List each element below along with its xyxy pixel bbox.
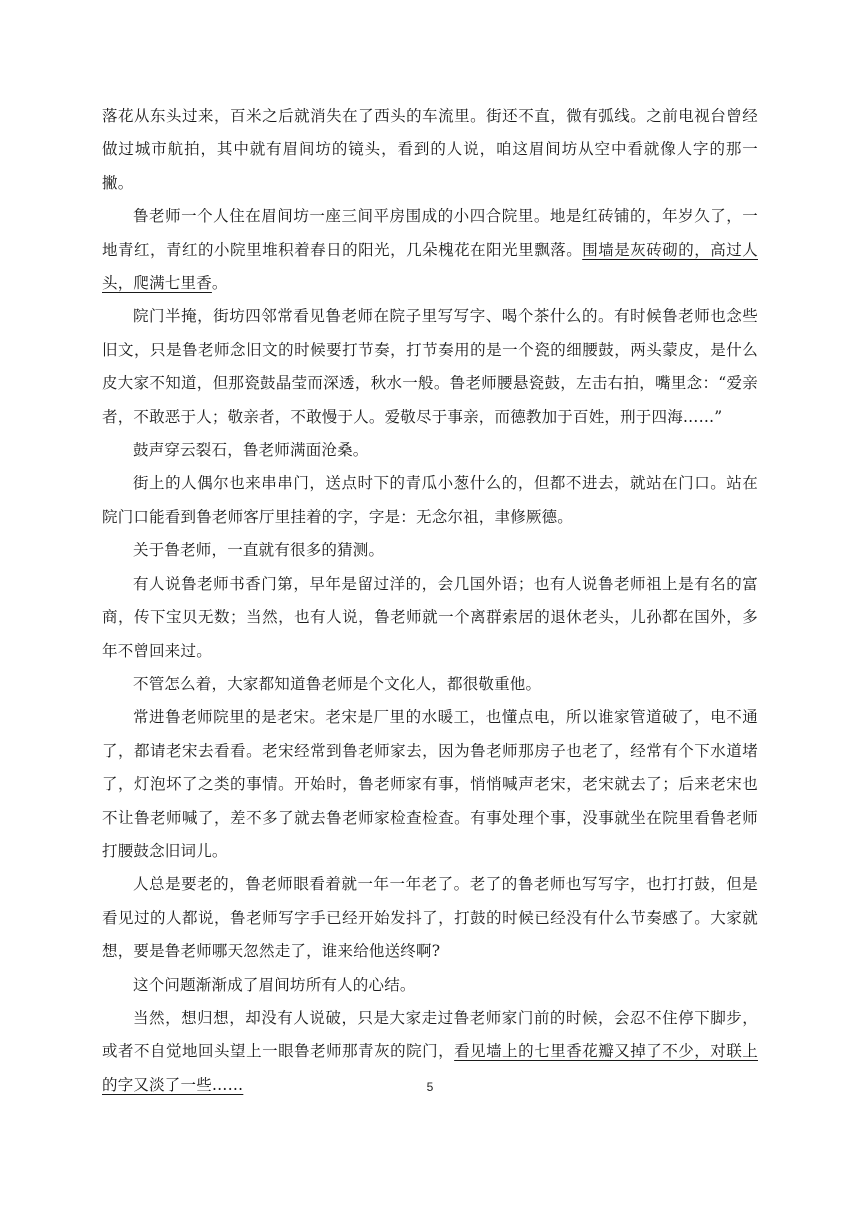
paragraph bbox=[102, 534, 758, 567]
paragraph-text: 常进鲁老师院里的是老宋。老宋是厂里的水暖工，也懂点电，所以谁家管道破了，电不通了，都请老宋去看看。老宋经常到鲁老师家去，因为鲁老师那房子也老了，经常有个下水道堵了，灯泡坏了之类的事情。开始时，鲁老师家有事，悄悄喊声老宋，老宋就去了；后来老宋也不让鲁老师喊了，差不多了就去鲁老师家检查检查。有事处理个事，没事就坐在院里看鲁老师打腰鼓念旧词儿。 bbox=[102, 708, 758, 860]
paragraph-text: 鲁老师一个人住在眉间坊一座三间平房围成的小四合院里。地是红砖铺的，年岁久了，一地青红，青红的小院里堆积着春日的阳光，几朵槐花在阳光里飘落。 bbox=[102, 207, 758, 259]
paragraph-text: 院门半掩，街坊四邻常看见鲁老师在院子里写写字、喝个茶什么的。有时候鲁老师也念些旧文，只是鲁老师念旧文的时候要打节奏，打节奏用的是一个瓷的细腰鼓，两头蒙皮，是什么皮大家不知道，但那瓷鼓晶莹而深透，秋水一般。鲁老师腰悬瓷鼓，左击右拍，嘴里念：“爱亲者，不敢恶于人；敬亲者，不敢慢于人。爱敬尽于事亲，而德教加于百姓，刑于四海……” bbox=[102, 307, 758, 426]
paragraph bbox=[102, 969, 758, 1002]
underlined-text: 围墙是灰砖砌的，高过人头，爬满七里香 bbox=[102, 240, 758, 293]
paragraph-text: 街上的人偶尔也来串串门，送点时下的青瓜小葱什么的，但都不进去，就站在门口。站在院门口能看到鲁老师客厅里挂着的字，字是：无念尔祖，聿修厥德。 bbox=[102, 474, 758, 526]
paragraph-text: 有人说鲁老师书香门第，早年是留过洋的，会几国外语；也有人说鲁老师祖上是有名的富商，传下宝贝无数；当然，也有人说，鲁老师就一个离群索居的退休老头，儿孙都在国外，多年不曾回来过。 bbox=[102, 574, 758, 660]
paragraph bbox=[102, 668, 758, 701]
paragraph-text: 鼓声穿云裂石，鲁老师满面沧桑。 bbox=[133, 441, 369, 460]
paragraph-text: 当然，想归想，却没有人说破，只是大家走过鲁老师家门前的时候，会忍不住停下脚步，或者不自觉地回头望上一眼鲁老师那青灰的院门， bbox=[102, 1008, 758, 1061]
paragraph-text: 不管怎么着，大家都知道鲁老师是个文化人，都很敬重他。 bbox=[133, 674, 542, 693]
paragraph bbox=[102, 200, 758, 300]
paragraph bbox=[102, 467, 758, 534]
paragraph bbox=[102, 100, 758, 200]
page-number: 5 bbox=[426, 1080, 434, 1094]
paragraph-text: 人总是要老的，鲁老师眼看着就一年一年老了。老了的鲁老师也写写字，也打打鼓，但是看见过的人都说，鲁老师写字手已经开始发抖了，打鼓的时候已经没有什么节奏感了。大家就想，要是鲁老师哪天忽然走了，谁来给他送终啊? bbox=[102, 875, 758, 961]
paragraph-text: 这个问题渐渐成了眉间坊所有人的心结。 bbox=[133, 975, 416, 994]
paragraph-text: 。 bbox=[211, 274, 228, 293]
paragraph bbox=[102, 300, 758, 434]
underlined-text: 看见墙上的七里香花瓣又掉了不少，对联上的字又淡了一些…… bbox=[102, 1042, 758, 1094]
paragraph bbox=[102, 434, 758, 467]
paragraph bbox=[102, 701, 758, 868]
paragraph bbox=[102, 868, 758, 968]
article-body bbox=[102, 100, 758, 1102]
paragraph-text: 落花从东头过来，百米之后就消失在了西头的车流里。街还不直，微有弧线。之前电视台曾经做过城市航拍，其中就有眉间坊的镜头，看到的人说，咱这眉间坊从空中看就像人字的那一撇。 bbox=[102, 107, 758, 192]
paragraph bbox=[102, 568, 758, 668]
paragraph-text: 关于鲁老师，一直就有很多的猜测。 bbox=[133, 541, 385, 560]
